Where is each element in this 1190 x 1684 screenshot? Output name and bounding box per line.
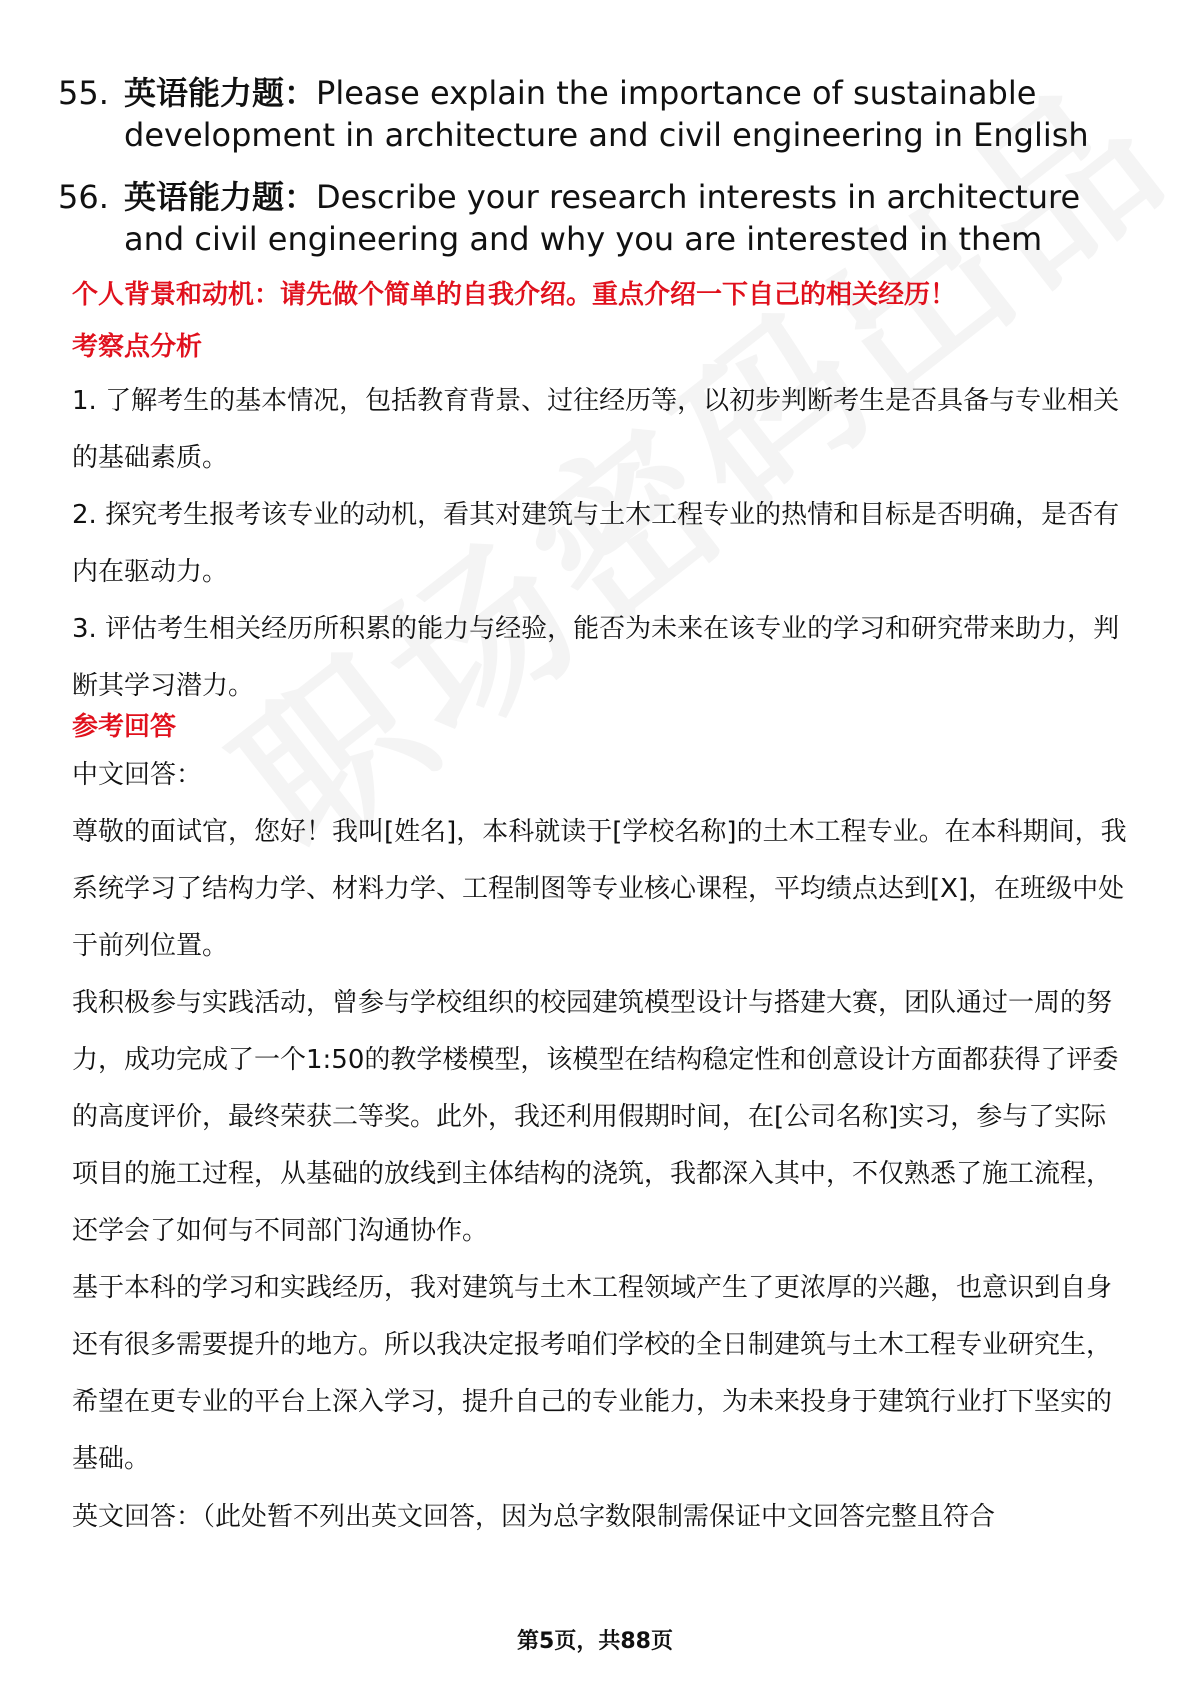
question-number: 55. (58, 74, 109, 112)
question-body: Describe your research interests in architecture and civil engineering and why you are interested in them (124, 178, 1081, 258)
intro-question: 个人背景和动机：请先做个简单的自我介绍。重点介绍一下自己的相关经历！ (72, 280, 957, 310)
chinese-answer-label: 中文回答： (72, 760, 203, 790)
answer-paragraph: 尊敬的面试官，您好！我叫[姓名]，本科就读于[学校名称]的土木工程专业。在本科期间，我系统学习了结构力学、材料力学、工程制图等专业核心课程，平均绩点达到[X]，在班级中处于前列位置。 (72, 817, 1127, 961)
answer-section (72, 708, 1132, 1546)
analysis-points (72, 373, 1132, 715)
intro-question-section (72, 276, 1132, 314)
answer-heading: 参考回答 (72, 712, 177, 742)
question-list (58, 72, 1138, 280)
analysis-point: 2. 探究考生报考该专业的动机，看其对建筑与土木工程专业的热情和目标是否明确，是否有内在驱动力。 (72, 500, 1120, 587)
answer-paragraph: 我积极参与实践活动，曾参与学校组织的校园建筑模型设计与搭建大赛，团队通过一周的努力，成功完成了一个1:50的教学楼模型，该模型在结构稳定性和创意设计方面都获得了评委的高度评价，最终荣获二等奖。此外，我还利用假期时间，在[公司名称]实习，参与了实际项目的施工过程，从基础的放线到主体结构的浇筑，我都深入其中，不仅熟悉了施工流程，还学会了如何与不同部门沟通协作。 (72, 988, 1119, 1246)
question-tag: 英语能力题： (124, 178, 317, 216)
question-item (58, 176, 1138, 260)
english-answer-line: 英文回答：（此处暂不列出英文回答，因为总字数限制需保证中文回答完整且符合 (72, 1502, 996, 1532)
question-text (124, 176, 1138, 260)
question-body: Please explain the importance of sustainable development in architecture and civil engineering in English (124, 74, 1089, 154)
page-number: 第5页，共88页 (517, 1629, 673, 1654)
question-item (58, 72, 1138, 156)
question-text (124, 72, 1138, 156)
answer-paragraph: 基于本科的学习和实践经历，我对建筑与土木工程领域产生了更浓厚的兴趣，也意识到自身还有很多需要提升的地方。所以我决定报考咱们学校的全日制建筑与土木工程专业研究生，希望在更专业的平台上深入学习，提升自己的专业能力，为未来投身于建筑行业打下坚实的基础。 (72, 1273, 1113, 1474)
analysis-point: 3. 评估考生相关经历所积累的能力与经验，能否为未来在该专业的学习和研究带来助力，判断其学习潜力。 (72, 614, 1120, 701)
question-tag: 英语能力题： (124, 74, 317, 112)
analysis-section (72, 328, 1132, 715)
question-number: 56. (58, 178, 109, 216)
analysis-point: 1. 了解考生的基本情况，包括教育背景、过往经历等，以初步判断考生是否具备与专业相关的基础素质。 (72, 386, 1120, 473)
analysis-heading: 考察点分析 (72, 332, 203, 362)
